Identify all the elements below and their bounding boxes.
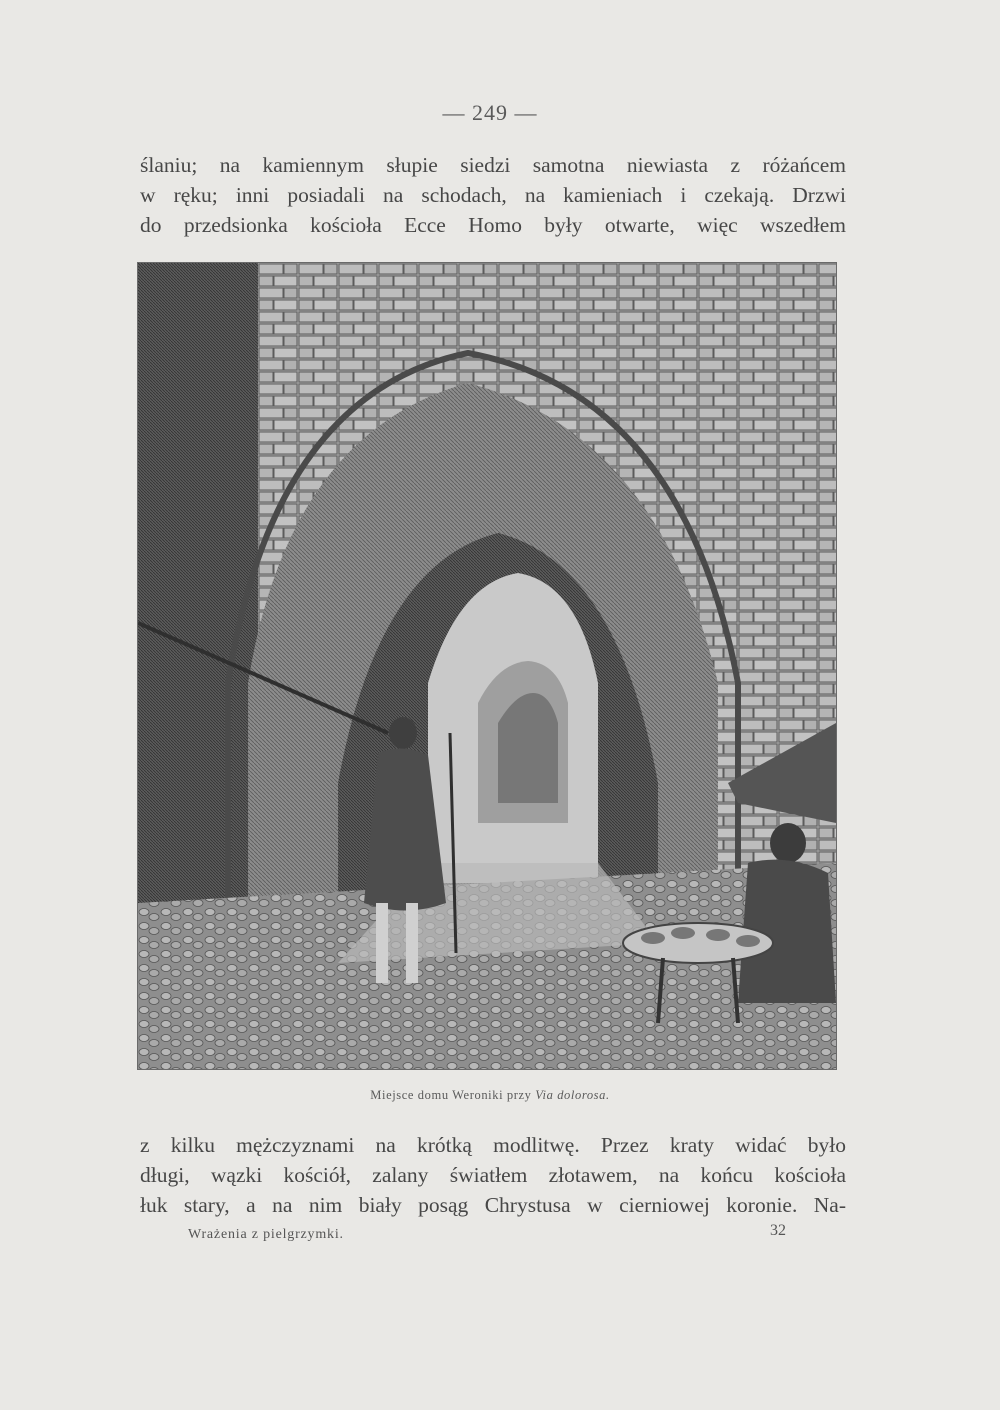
text-line: z kilku mężczyznami na krótką modlitwę. Przez kraty widać było [140, 1133, 846, 1157]
text-line: w ręku; inni posiadali na schodach, na kamieniach i czekają. Drzwi [140, 183, 846, 207]
text-line: łuk stary, a na nim biały posąg Chrystusa w cierniowej koronie. Na- [140, 1193, 846, 1217]
text-line: długi, wązki kościół, zalany światłem złotawem, na końcu kościoła [140, 1163, 846, 1187]
caption-text: Miejsce domu Weroniki przy [370, 1088, 536, 1102]
footer-sheet-number: 32 [770, 1222, 786, 1239]
footer-book-title: Wrażenia z pielgrzymki. [188, 1227, 344, 1242]
text-line: do przedsionka kościoła Ecce Homo były otwarte, więc wszedłem [140, 213, 846, 237]
engraving-illustration [137, 262, 837, 1070]
engraving-arch-street-image [138, 263, 836, 1069]
page-number: — 249 — [442, 100, 538, 125]
bottom-paragraph [140, 1130, 846, 1220]
illustration-caption [0, 1088, 980, 1103]
text-line: ślaniu; na kamiennym słupie siedzi samotna niewiasta z różańcem [140, 153, 846, 177]
top-paragraph [140, 150, 846, 240]
caption-italic: Via dolorosa. [535, 1088, 610, 1102]
